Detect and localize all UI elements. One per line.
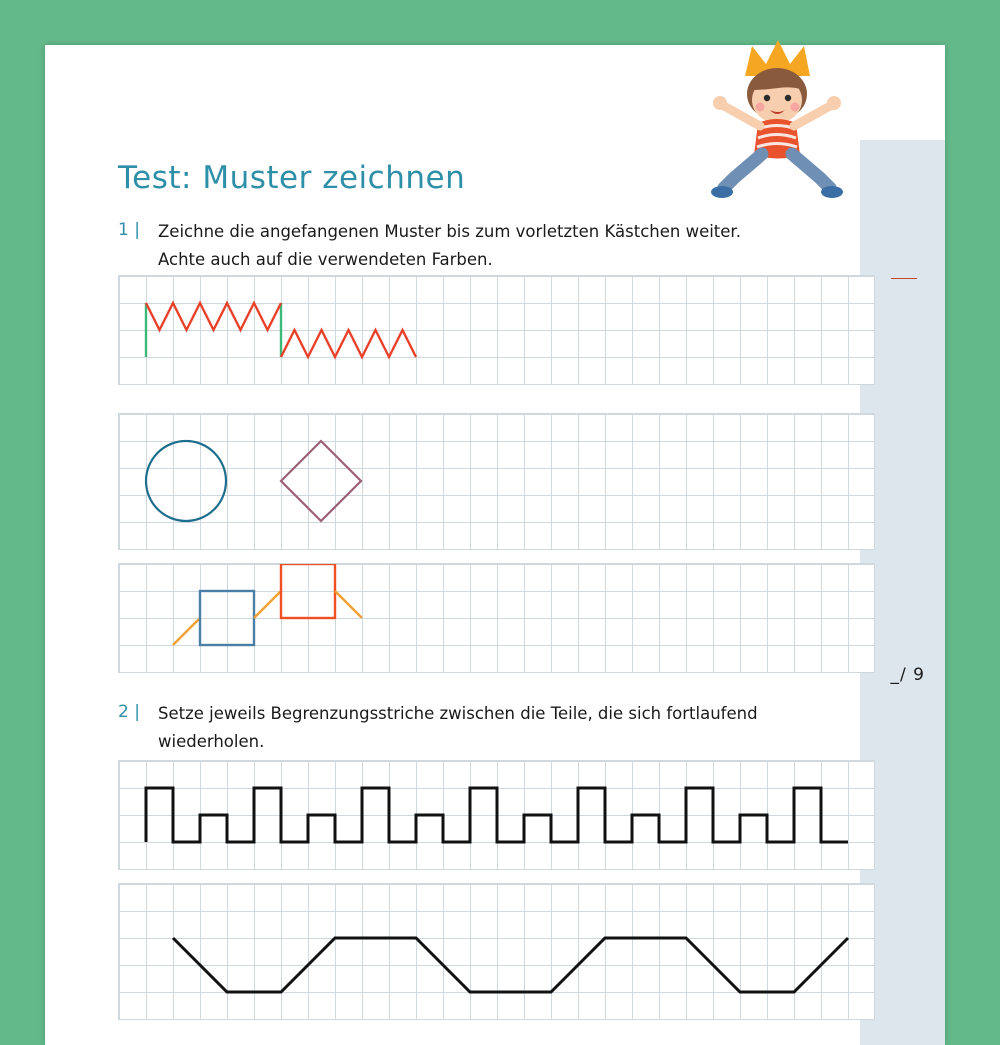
- score-field: _/ 9: [890, 665, 925, 685]
- leg-right: [792, 154, 830, 188]
- yellow-connector-3: [335, 591, 362, 618]
- trapezoid-wave-grid[interactable]: [118, 883, 875, 1020]
- yellow-connector-1: [173, 618, 200, 645]
- shoe-left: [711, 186, 733, 198]
- purple-diamond: [281, 441, 361, 521]
- red-zigzag-upper: [146, 303, 281, 330]
- page-title: Test: Muster zeichnen: [118, 160, 466, 196]
- eye-right: [785, 95, 791, 101]
- yellow-connector-2: [254, 591, 281, 618]
- blue-square: [200, 591, 254, 645]
- task-1-text: Zeichne die angefangenen Muster bis zum vorletzten Kästchen weiter. Achte auch auf die verwendeten Farben.: [158, 222, 741, 269]
- task-2-text: Setze jeweils Begrenzungsstriche zwischen die Teile, die sich fortlaufend wiederholen.: [158, 704, 758, 751]
- red-zigzag-lower: [281, 330, 416, 357]
- right-margin-strip-top-white: [860, 45, 945, 140]
- orange-square: [281, 564, 335, 618]
- task-1-number: 1 |: [118, 220, 140, 240]
- hand-right: [827, 96, 841, 110]
- zigzag-pattern-grid[interactable]: [118, 275, 875, 385]
- eye-left: [764, 95, 770, 101]
- boy-with-crown-illustration: [700, 28, 850, 208]
- task-2-number: 2 |: [118, 702, 140, 722]
- black-trapezoid-wave: [173, 938, 848, 992]
- shoe-right: [821, 186, 843, 198]
- black-square-wave: [146, 788, 848, 842]
- squares-pattern-grid[interactable]: [118, 563, 875, 673]
- square-wave-grid[interactable]: [118, 760, 875, 870]
- cheek-right: [791, 103, 800, 112]
- hand-left: [713, 96, 727, 110]
- circle-diamond-pattern-grid[interactable]: [118, 413, 875, 550]
- cheek-left: [756, 103, 765, 112]
- margin-tick-mark: [891, 278, 917, 279]
- leg-left: [724, 154, 762, 188]
- blue-circle: [146, 441, 226, 521]
